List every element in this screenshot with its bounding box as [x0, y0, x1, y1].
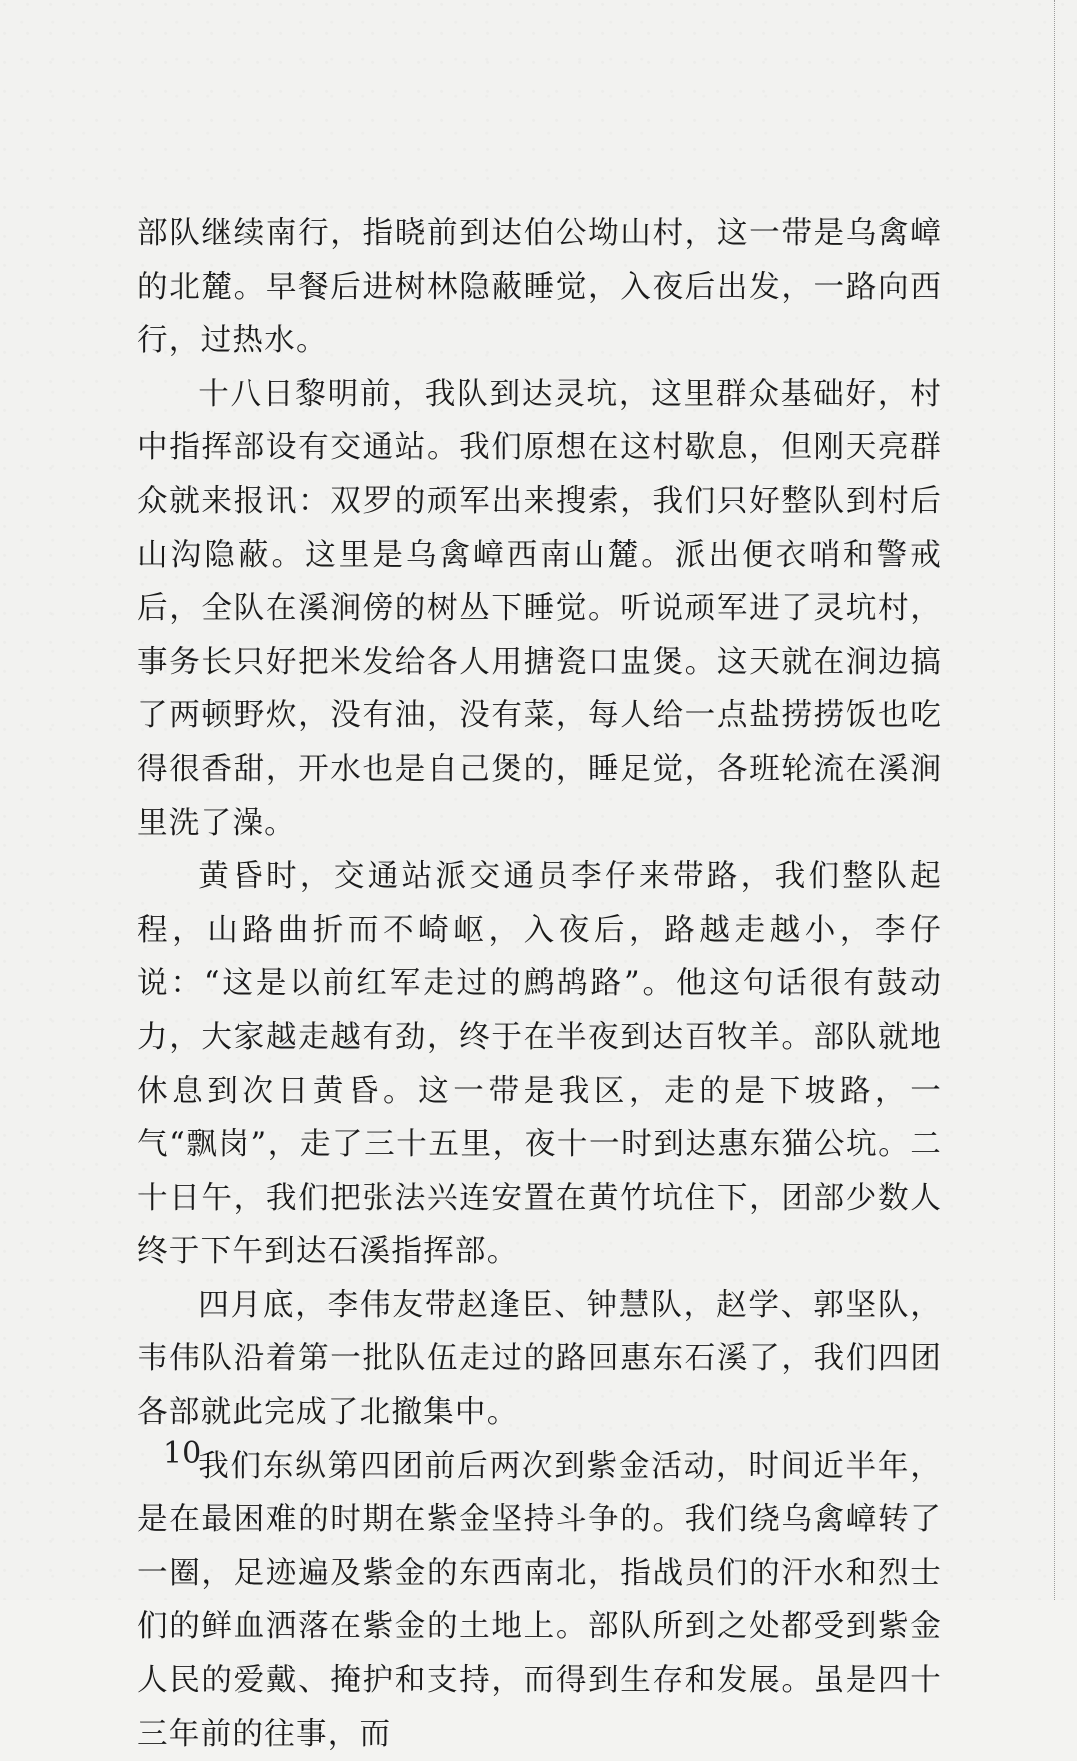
body-text [137, 207, 942, 1761]
paragraph-1: 部队继续南行，指晓前到达伯公坳山村，这一带是乌禽嶂的北麓。早餐后进树林隐蔽睡觉，入夜后出发，一路向西行，过热水。 [137, 216, 942, 359]
page-edge-line [1053, 0, 1055, 1600]
page-number: 10 [163, 1436, 202, 1471]
paragraph-4: 四月底，李伟友带赵逢臣、钟慧队，赵学、郭坚队，韦伟队沿着第一批队伍走过的路回惠东石溪了，我们四团各部就此完成了北撤集中。 [137, 1287, 942, 1431]
paragraph-2: 十八日黎明前，我队到达灵坑，这里群众基础好，村中指挥部设有交通站。我们原想在这村歇息，但刚天亮群众就来报讯：双罗的顽军出来搜索，我们只好整队到村后山沟隐蔽。这里是乌禽嶂西南山麓。派出便衣哨和警戒后，全队在溪涧傍的树丛下睡觉。听说顽军进了灵坑村，事务长只好把米发给各人用搪瓷口盅煲。这天就在涧边搞了两顿野炊，没有油，没有菜，每人给一点盐捞捞饭也吃得很香甜，开水也是自己煲的，睡足觉，各班轮流在溪涧里洗了澡。 [137, 376, 942, 841]
paragraph-3: 黄昏时，交通站派交通员李仔来带路，我们整队起程，山路曲折而不崎岖，入夜后，路越走越小，李仔说：“这是以前红军走过的鹧鸪路”。他这句话很有鼓动力，大家越走越有劲，终于在半夜到达百牧羊。部队就地休息到次日黄昏。这一带是我区，走的是下坡路，一气“飘岗”，走了三十五里，夜十一时到达惠东猫公坑。二十日午，我们把张法兴连安置在黄竹坑住下，团部少数人终于下午到达石溪指挥部。 [137, 859, 942, 1270]
paragraph-5: 我们东纵第四团前后两次到紫金活动，时间近半年，是在最困难的时期在紫金坚持斗争的。我们绕乌禽嶂转了一圈，足迹遍及紫金的东西南北，指战员们的汗水和烈士们的鲜血洒落在紫金的土地上。部队所到之处都受到紫金人民的爱戴、掩护和支持，而得到生存和发展。虽是四十三年前的往事，而 [137, 1448, 942, 1752]
